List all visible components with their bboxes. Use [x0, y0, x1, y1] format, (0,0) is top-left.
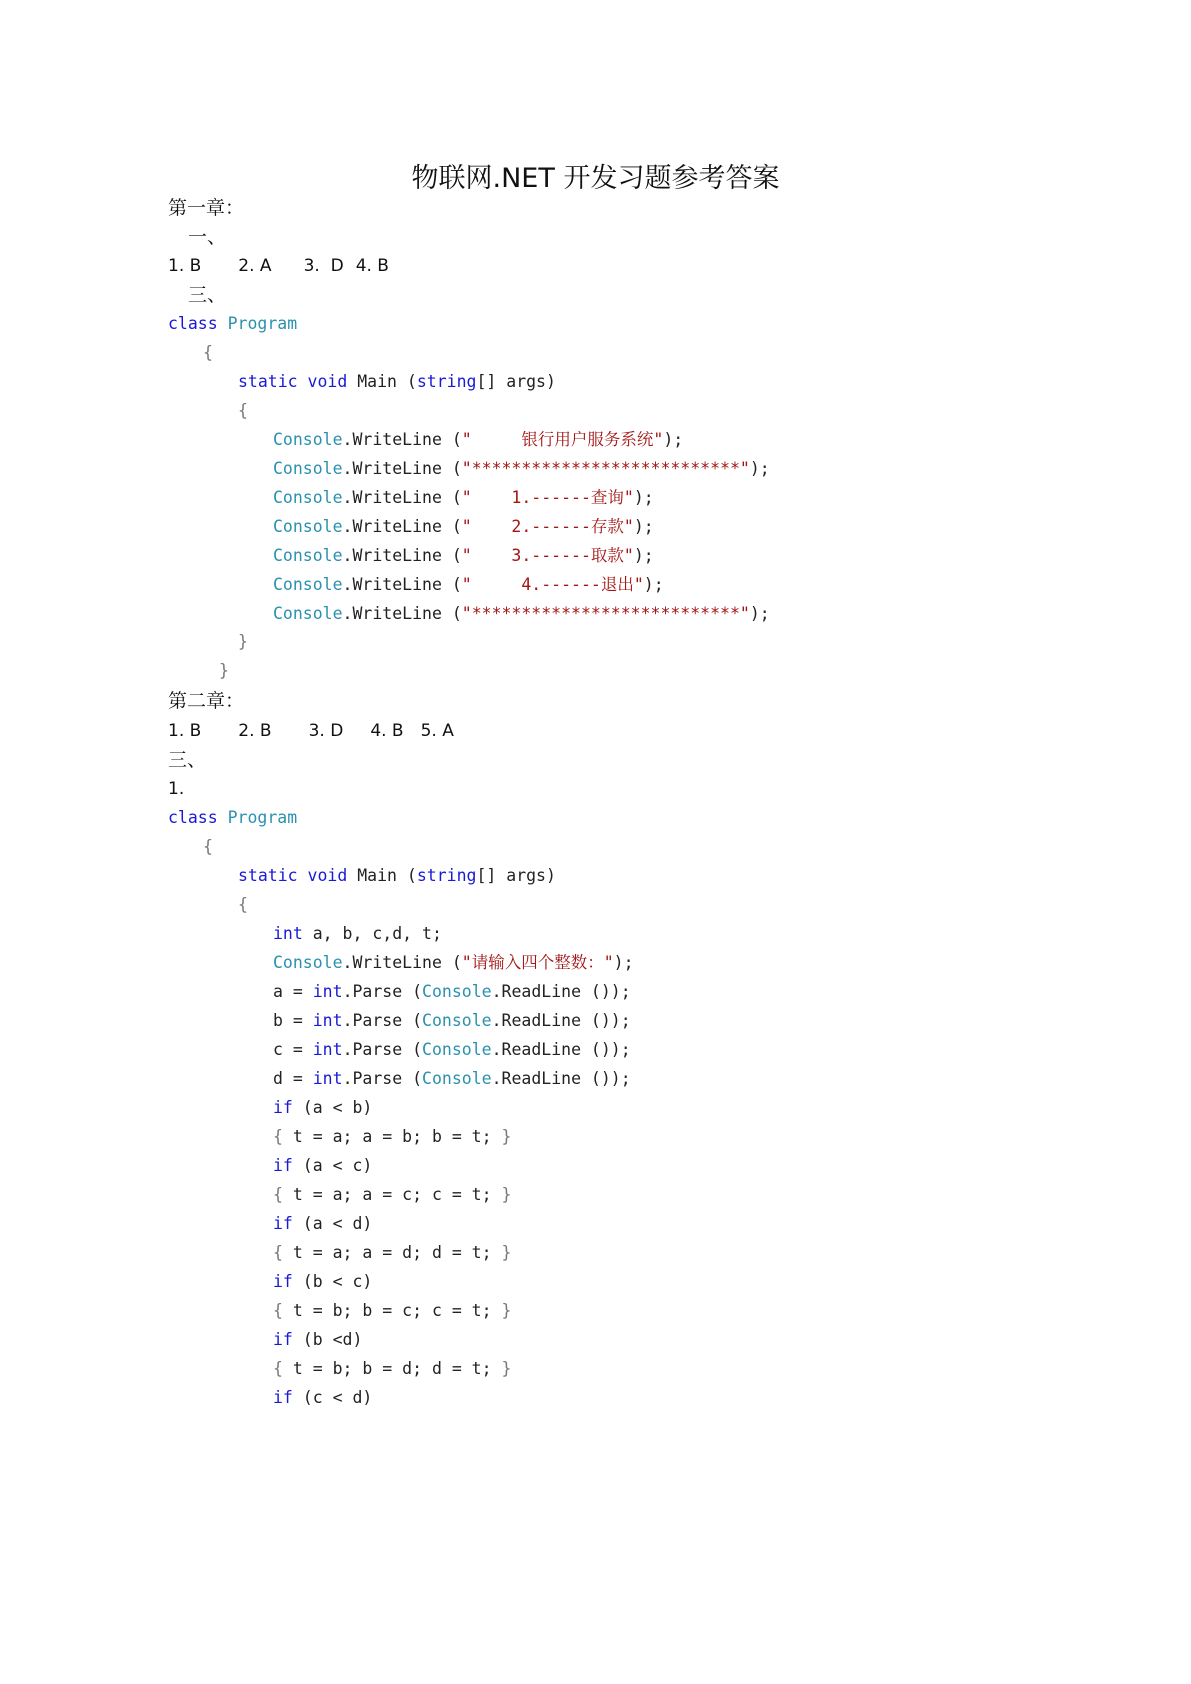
code-line: { t = a; a = c; c = t; }: [273, 1185, 512, 1204]
chapter2-q1: 1.: [168, 779, 185, 799]
code-line: Console.WriteLine (" 3.------取款");: [273, 546, 654, 565]
page-title: 物联网.NET 开发习题参考答案: [411, 163, 780, 194]
chapter1-answers: [168, 251, 389, 281]
code-line: a = int.Parse (Console.ReadLine ());: [273, 982, 631, 1001]
code-line: Console.WriteLine ("***************************");: [273, 459, 770, 478]
code-line: { t = a; a = b; b = t; }: [273, 1127, 512, 1146]
code-line: Console.WriteLine (" 1.------查询");: [273, 488, 654, 507]
code-line: d = int.Parse (Console.ReadLine ());: [273, 1069, 631, 1088]
answer: 4. B: [370, 721, 404, 741]
code-line: {: [203, 837, 213, 856]
code-line: class Program: [168, 808, 298, 827]
code-line: {: [203, 343, 213, 362]
code-line: Console.WriteLine (" 2.------存款");: [273, 517, 654, 536]
code-line: { t = b; b = d; d = t; }: [273, 1359, 512, 1378]
chapter2-answers: [168, 716, 454, 746]
code-line: Console.WriteLine (" 4.------退出");: [273, 575, 664, 594]
answer: 1. B: [168, 256, 202, 276]
code-line: static void Main (string[] args): [238, 372, 556, 391]
answer: 3. D: [303, 256, 344, 276]
code-line: b = int.Parse (Console.ReadLine ());: [273, 1011, 631, 1030]
chapter2-heading: 第二章：: [168, 690, 245, 712]
answer: 1. B: [168, 721, 202, 741]
code-line: {: [238, 895, 248, 914]
code-line: if (a < d): [273, 1214, 373, 1233]
code-line: if (a < b): [273, 1098, 373, 1117]
code-line: { t = b; b = c; c = t; }: [273, 1301, 512, 1320]
code-line: static void Main (string[] args): [238, 866, 556, 885]
code-line: int a, b, c,d, t;: [273, 924, 442, 943]
code-line: if (b <d): [273, 1330, 363, 1349]
chapter1-part3: 三、: [188, 284, 227, 306]
code-line: Console.WriteLine ("***************************");: [273, 604, 770, 623]
code-line: }: [219, 661, 229, 680]
answer: 5. A: [420, 721, 454, 741]
answer: 2. A: [238, 256, 272, 276]
code-line: {: [238, 401, 248, 420]
code-line: class Program: [168, 314, 298, 333]
chapter2-part3: 三、: [168, 749, 207, 771]
code-line: Console.WriteLine (" 银行用户服务系统");: [273, 430, 684, 449]
code-line: if (a < c): [273, 1156, 373, 1175]
code-line: if (b < c): [273, 1272, 373, 1291]
code-line: }: [238, 632, 248, 651]
code-line: { t = a; a = d; d = t; }: [273, 1243, 512, 1262]
answer: 3. D: [308, 721, 344, 741]
code-line: if (c < d): [273, 1388, 373, 1407]
code-line: Console.WriteLine ("请输入四个整数：");: [273, 953, 634, 972]
code-line: c = int.Parse (Console.ReadLine ());: [273, 1040, 631, 1059]
chapter1-heading: 第一章：: [168, 197, 245, 219]
answer: 4. B: [355, 256, 389, 276]
answer: 2. B: [238, 721, 272, 741]
chapter1-part1: 一、: [188, 226, 227, 248]
